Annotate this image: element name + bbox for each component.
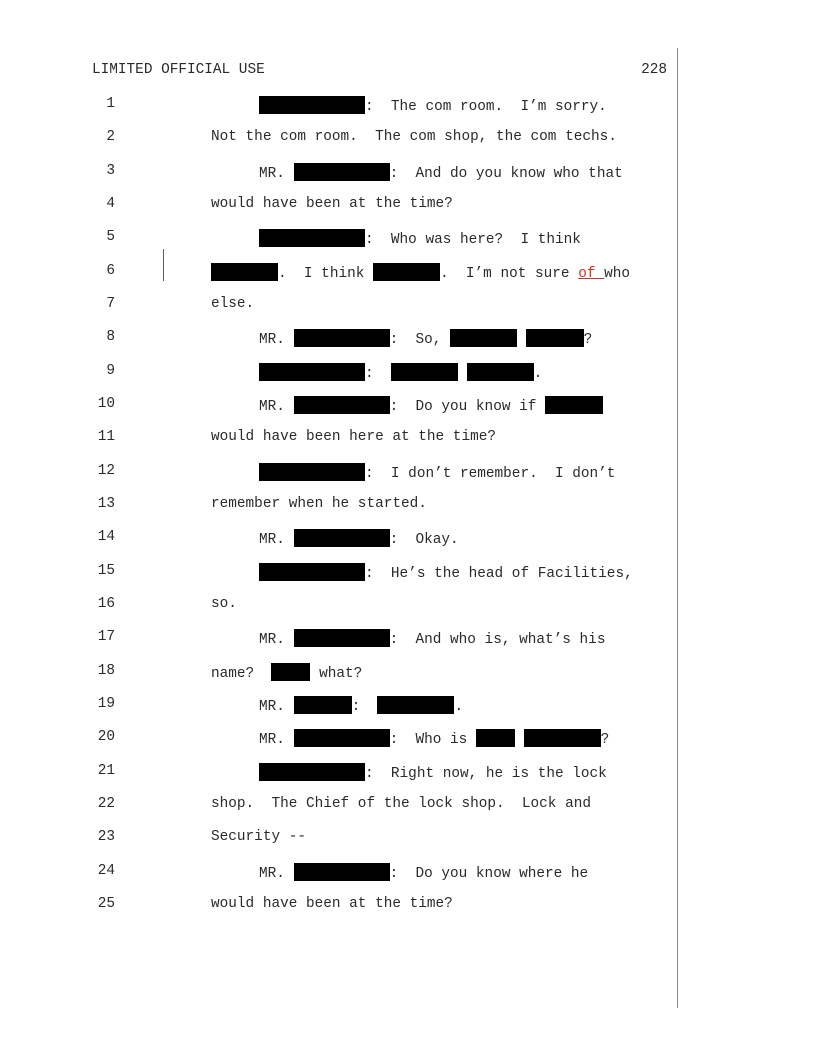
redaction-box: [377, 696, 454, 714]
redaction-box: [259, 96, 365, 114]
redaction-box: [294, 396, 390, 414]
line-number: 10: [97, 396, 115, 412]
redaction-box: [294, 529, 390, 547]
speaker-title: MR.: [259, 332, 285, 348]
line-text-segment: ?: [600, 732, 610, 748]
line-number: 11: [97, 429, 115, 445]
transcript-line: [0, 296, 816, 316]
transcript-line: [0, 529, 816, 549]
redaction-box: [467, 363, 534, 381]
line-text: [259, 463, 615, 482]
line-text-segment: : So,: [389, 332, 451, 348]
transcript-line: [0, 596, 816, 616]
line-text: [259, 696, 463, 715]
page-number: 228: [641, 62, 667, 78]
line-text: [211, 663, 362, 682]
redaction-box: [294, 863, 390, 881]
line-text: [259, 529, 459, 548]
transcript-line: [0, 229, 816, 249]
line-number: 4: [106, 196, 115, 212]
line-number: 20: [97, 729, 115, 745]
transcript-line: [0, 629, 816, 649]
line-number: 5: [106, 229, 115, 245]
redaction-box: [211, 263, 278, 281]
line-number: 16: [97, 596, 115, 612]
line-text: [259, 363, 542, 382]
line-text-segment: . I think: [278, 266, 373, 282]
line-text-segment: : Right now, he is the lock: [365, 766, 607, 782]
line-text: remember when he started.: [211, 496, 427, 512]
transcript-line: [0, 896, 816, 916]
line-text: [259, 229, 581, 248]
redaction-box: [391, 363, 458, 381]
transcript-line: [0, 96, 816, 116]
transcript-line: [0, 496, 816, 516]
speaker-title: MR.: [259, 399, 285, 415]
line-number: 15: [97, 563, 115, 579]
line-number: 8: [106, 329, 115, 345]
transcript-line: [0, 263, 816, 283]
line-text: shop. The Chief of the lock shop. Lock and: [211, 796, 591, 812]
line-text: [259, 863, 588, 882]
redaction-box: [259, 563, 365, 581]
line-text-segment: what?: [310, 666, 363, 682]
line-text-segment: :: [351, 699, 378, 715]
transcript-line: [0, 563, 816, 583]
line-number: 22: [97, 796, 115, 812]
transcript-line: [0, 363, 816, 383]
redaction-box: [259, 363, 365, 381]
line-number: 19: [97, 696, 115, 712]
line-number: 13: [97, 496, 115, 512]
line-text-segment: : Who is: [389, 732, 476, 748]
line-text: [259, 763, 607, 782]
redaction-box: [524, 729, 601, 747]
line-text-segment: : He’s the head of Facilities,: [365, 566, 633, 582]
transcript-line: [0, 829, 816, 849]
line-text-segment: who: [604, 266, 631, 282]
transcript-line: [0, 196, 816, 216]
line-text: would have been at the time?: [211, 196, 453, 212]
transcript-line: [0, 129, 816, 149]
speaker-title: MR.: [259, 632, 285, 648]
line-number: 3: [106, 163, 115, 179]
classification-header: LIMITED OFFICIAL USE: [92, 62, 265, 78]
line-number: 14: [97, 529, 115, 545]
line-text: would have been here at the time?: [211, 429, 496, 445]
redaction-box: [259, 463, 365, 481]
redaction-box: [271, 663, 310, 681]
line-text-segment: : Okay.: [389, 532, 459, 548]
line-number: 21: [97, 763, 115, 779]
revision-insertion: of: [578, 266, 605, 282]
redaction-box: [259, 229, 365, 247]
redaction-box: [294, 729, 390, 747]
transcript-line: [0, 396, 816, 416]
line-text: [259, 96, 607, 115]
line-text: Not the com room. The com shop, the com techs.: [211, 129, 617, 145]
line-text-segment: : Do you know where he: [389, 866, 589, 882]
line-text: [259, 163, 623, 182]
redaction-box: [294, 163, 390, 181]
transcript-line: [0, 796, 816, 816]
line-text: [259, 729, 609, 748]
line-text-segment: name?: [211, 666, 272, 682]
line-number: 2: [106, 129, 115, 145]
line-number: 12: [97, 463, 115, 479]
speaker-title: MR.: [259, 532, 285, 548]
line-text: [259, 629, 605, 648]
transcript-line: [0, 163, 816, 183]
line-number: 23: [97, 829, 115, 845]
line-text-segment: : And who is, what’s his: [389, 632, 606, 648]
speaker-title: MR.: [259, 699, 285, 715]
line-number: 18: [97, 663, 115, 679]
transcript-line: [0, 463, 816, 483]
line-text-segment: ?: [583, 332, 593, 348]
line-text: Security --: [211, 829, 306, 845]
speaker-title: MR.: [259, 732, 285, 748]
line-text-segment: .: [454, 699, 464, 715]
line-text-segment: : Do you know if: [389, 399, 546, 415]
redaction-box: [259, 763, 365, 781]
transcript-line: [0, 729, 816, 749]
redaction-box: [294, 629, 390, 647]
redaction-box: [373, 263, 440, 281]
transcript-line: [0, 429, 816, 449]
line-text-segment: : Who was here? I think: [365, 232, 581, 248]
transcript-line: [0, 763, 816, 783]
line-text-segment: : The com room. I’m sorry.: [365, 99, 607, 115]
line-text: [259, 329, 592, 348]
speaker-title: MR.: [259, 166, 285, 182]
line-text: [259, 396, 603, 415]
line-text-segment: .: [533, 366, 543, 382]
line-text-segment: :: [365, 366, 391, 382]
redaction-box: [476, 729, 515, 747]
redaction-box: [294, 329, 390, 347]
speaker-title: MR.: [259, 866, 285, 882]
line-text-segment: : I don’t remember. I don’t: [365, 466, 616, 482]
line-number: 17: [97, 629, 115, 645]
line-text: [211, 263, 630, 282]
line-number: 7: [106, 296, 115, 312]
transcript-line: [0, 863, 816, 883]
line-number: 9: [106, 363, 115, 379]
line-text: would have been at the time?: [211, 896, 453, 912]
line-number: 1: [106, 96, 115, 112]
redaction-box: [526, 329, 584, 347]
redaction-box: [450, 329, 517, 347]
line-text: else.: [211, 296, 255, 312]
line-number: 25: [97, 896, 115, 912]
transcript-line: [0, 329, 816, 349]
line-text-segment: : And do you know who that: [389, 166, 623, 182]
transcript-line: [0, 696, 816, 716]
transcript-line: [0, 663, 816, 683]
redaction-box: [545, 396, 603, 414]
redaction-box: [294, 696, 352, 714]
line-text-segment: . I’m not sure: [440, 266, 579, 282]
line-number: 6: [106, 263, 115, 279]
line-text: [259, 563, 633, 582]
line-text: so.: [211, 596, 237, 612]
line-number: 24: [97, 863, 115, 879]
